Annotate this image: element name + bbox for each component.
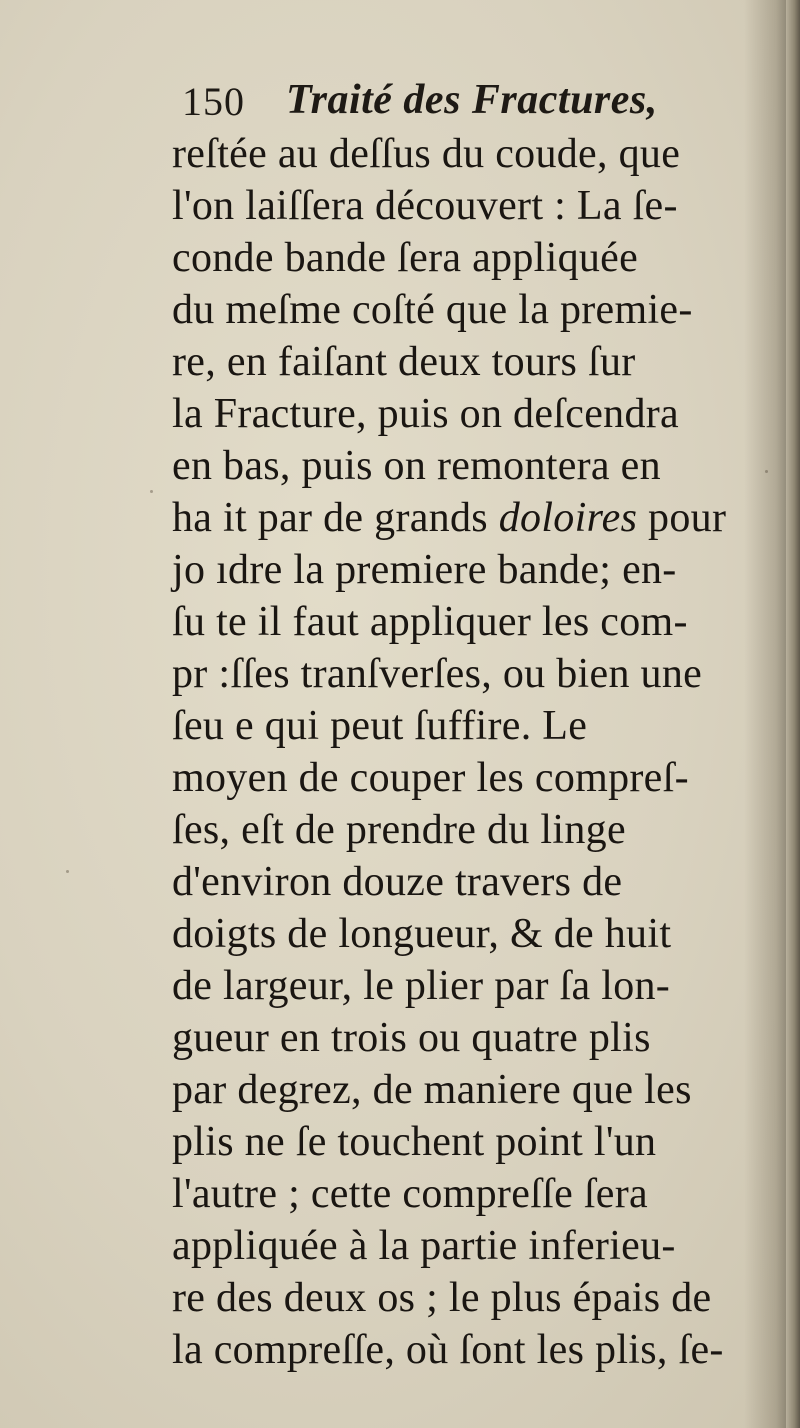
paper-speck: [765, 470, 768, 473]
text-line: ſu te il faut appliquer les com-: [172, 599, 688, 645]
text-line: re des deux os ; le plus épais de: [172, 1275, 712, 1321]
text-line: par degrez, de maniere que les: [172, 1067, 692, 1113]
text-line: pr :ſſes tranſverſes, ou bien une: [172, 651, 703, 697]
text-line: conde bande ſera appliquée: [172, 235, 639, 281]
text-line: ha it par de grands doloires pour: [172, 495, 727, 541]
text-line: gueur en trois ou quatre plis: [172, 1015, 651, 1061]
page-header: [182, 78, 722, 134]
text-line: la Fracture, puis on deſcendra: [172, 391, 679, 437]
text-line: de largeur, le plier par ſa lon-: [172, 963, 671, 1009]
text-line: ſeu e qui peut ſuffire. Le: [172, 703, 588, 749]
body-text: [172, 128, 737, 1376]
paper-speck: [66, 870, 69, 873]
paper-speck: [230, 1300, 233, 1303]
page-gutter-shadow: [786, 0, 800, 1428]
text-line: la compreſſe, où ſont les plis, ſe-: [172, 1327, 724, 1373]
running-title: Traité des Fractures,: [286, 77, 658, 123]
text-line: l'on laiſſera découvert : La ſe-: [172, 183, 678, 229]
text-line: re, en faiſant deux tours ſur: [172, 339, 636, 385]
text-line: en bas, puis on remontera en: [172, 443, 661, 489]
text-line: d'environ douze travers de: [172, 859, 623, 905]
italic-term: doloires: [498, 495, 638, 541]
text-line: du meſme coſté que la premie-: [172, 287, 693, 333]
text-line: reſtée au deſſus du coude, que: [172, 131, 681, 177]
text-line: jo ıdre la premiere bande; en-: [172, 547, 677, 593]
text-line: ſes, eſt de prendre du linge: [172, 807, 626, 853]
text-line: appliquée à la partie inferieu-: [172, 1223, 676, 1269]
text-line: l'autre ; cette compreſſe ſera: [172, 1171, 648, 1217]
text-line: moyen de couper les compreſ-: [172, 755, 689, 801]
paper-speck: [150, 490, 153, 493]
text-line: plis ne ſe touchent point l'un: [172, 1119, 657, 1165]
page-number: 150: [182, 79, 245, 124]
text-line: doigts de longueur, & de huit: [172, 911, 672, 957]
